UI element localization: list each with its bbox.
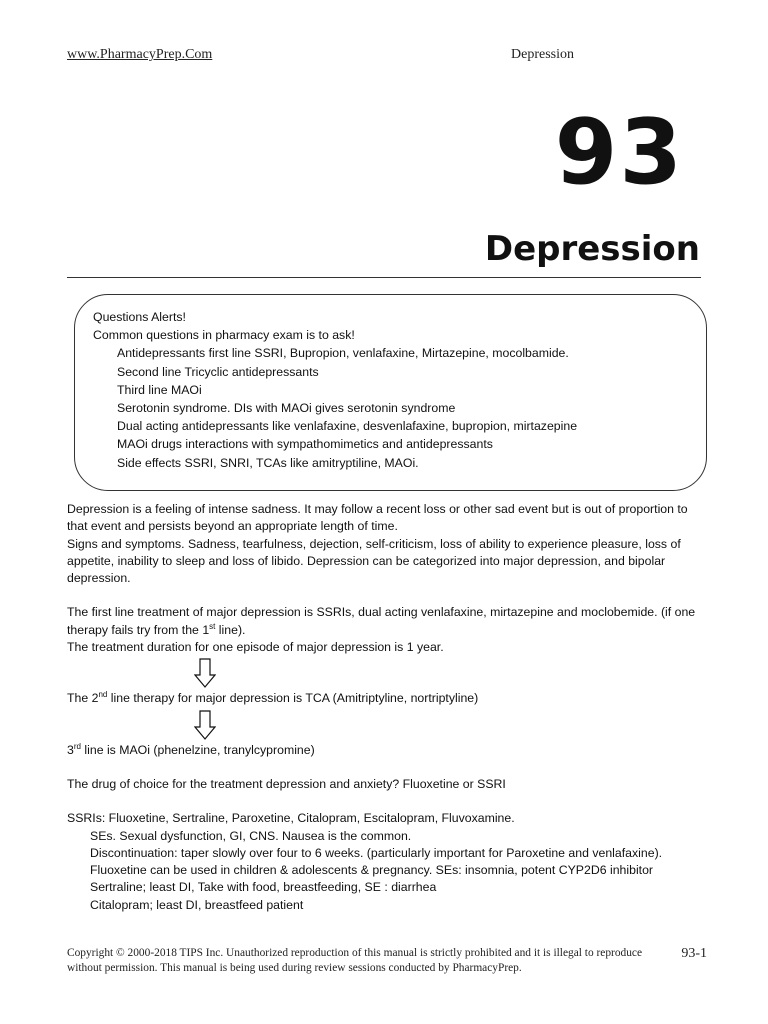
alerts-heading: Questions Alerts! <box>93 310 186 324</box>
chapter-number: 93 <box>554 100 684 205</box>
copyright-notice: Copyright © 2000-2018 TIPS Inc. Unauthorized reproduction of this manual is strictly prohibited and it is illegal to reproduce without permission. This manual is being used during review sessions conducted by PharmacyPrep. <box>67 947 643 974</box>
header-running-title: Depression <box>511 47 574 62</box>
alerts-intro: Common questions in pharmacy exam is to ask! <box>93 328 355 343</box>
down-arrow-icon <box>194 710 216 740</box>
alert-item: Dual acting antidepressants like venlafaxine, desvenlafaxine, bupropion, mirtazepine <box>117 419 578 434</box>
alert-item: Side effects SSRI, SNRI, TCAs like amitryptiline, MAOi. <box>117 455 419 470</box>
chapter-title: Depression <box>484 229 700 269</box>
definition-paragraph: Depression is a feeling of intense sadness. It may follow a recent loss or other sad event but is out of proportion to that event and persists beyond an appropriate length of time. <box>67 502 688 534</box>
ssri-note: Sertraline; least DI, Take with food, breastfeeding, SE : diarrhea <box>90 880 437 895</box>
title-divider <box>67 277 701 278</box>
body-text <box>67 501 707 914</box>
alert-item: Third line MAOi <box>117 382 202 397</box>
alert-item: Serotonin syndrome. DIs with MAOi gives serotonin syndrome <box>117 401 456 416</box>
third-line-paragraph: 3rd line is MAOi (phenelzine, tranylcypromine) <box>67 741 315 757</box>
alert-item: Second line Tricyclic antidepressants <box>117 364 319 379</box>
second-line-paragraph: The 2nd line therapy for major depression is TCA (Amitriptyline, nortriptyline) <box>67 690 479 706</box>
page-number: 93-1 <box>681 946 707 961</box>
alert-item: MAOi drugs interactions with sympathomimetics and antidepressants <box>117 437 493 452</box>
down-arrow-icon <box>194 658 216 688</box>
header-site-link[interactable]: www.PharmacyPrep.Com <box>67 47 213 62</box>
ssri-note: SEs. Sexual dysfunction, GI, CNS. Nausea is the common. <box>90 828 412 843</box>
signs-paragraph: Signs and symptoms. Sadness, tearfulness, dejection, self-criticism, loss of ability to experience pleasure, loss of appetite, inability to sleep and loss of libido. Depression can be categorized into major depression, and bipolar depression. <box>67 536 681 586</box>
alert-item: Antidepressants first line SSRI, Bupropion, venlafaxine, Mirtazepine, mocolbamide. <box>117 346 569 361</box>
first-line-paragraph: The first line treatment of major depression is SSRIs, dual acting venlafaxine, mirtazepine and moclobemide. (if one therapy fails try from the 1st line). <box>67 605 696 637</box>
question-alerts-box <box>74 294 707 491</box>
duration-paragraph: The treatment duration for one episode of major depression is 1 year. <box>67 640 444 655</box>
ssri-note: Citalopram; least DI, breastfeed patient <box>90 897 304 912</box>
ssri-note: Discontinuation: taper slowly over four to 6 weeks. (particularly important for Paroxetine and venlafaxine). <box>90 845 663 860</box>
drug-of-choice-paragraph: The drug of choice for the treatment depression and anxiety? Fluoxetine or SSRI <box>67 776 506 791</box>
ssri-note: Fluoxetine can be used in children & adolescents & pregnancy. SEs: insomnia, potent CYP2D6 inhibitor <box>90 863 654 878</box>
ssri-list: SSRIs: Fluoxetine, Sertraline, Paroxetine, Citalopram, Escitalopram, Fluvoxamine. <box>67 811 515 826</box>
page-footer <box>67 946 707 976</box>
